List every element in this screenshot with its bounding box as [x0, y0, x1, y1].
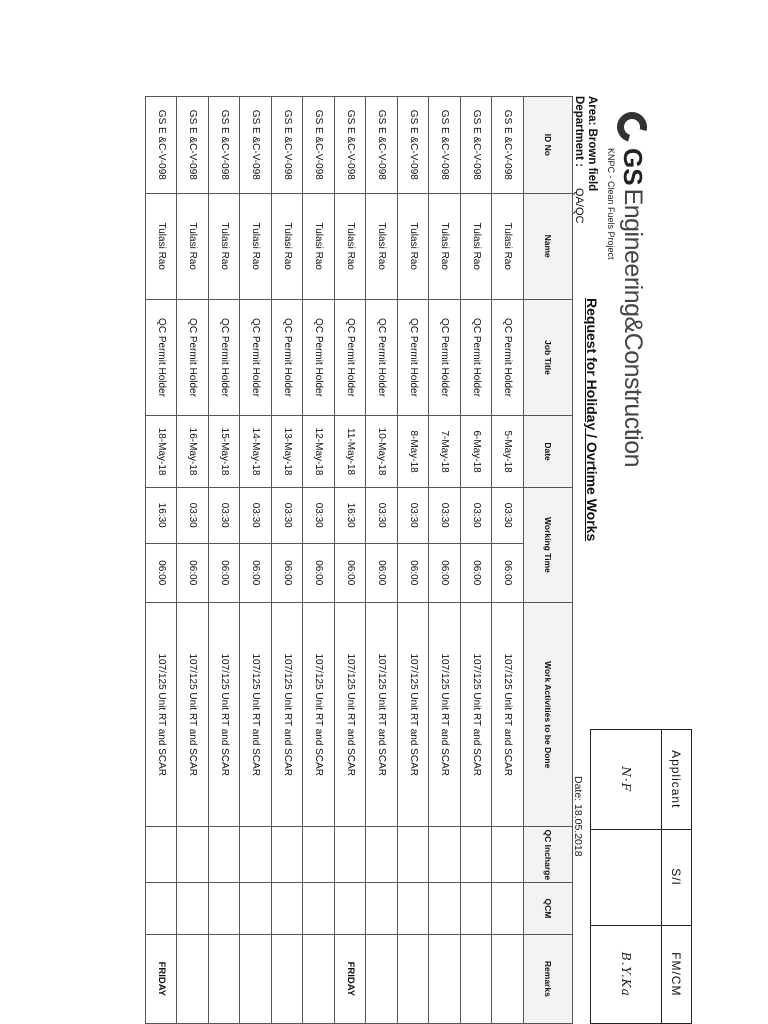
signature-applicant: N·F	[591, 730, 662, 830]
logo-company-text: Engineering&Construction	[619, 188, 647, 468]
cell-time-to: 06:00	[366, 543, 398, 603]
cell-work-activities: 107/125 Unit RT and SCAR	[366, 603, 398, 827]
signature-si	[591, 829, 662, 925]
cell-date: 6-May-18	[461, 416, 493, 488]
table-row	[461, 97, 493, 1024]
overtime-request-table	[145, 96, 573, 1024]
cell-id-no: GS E &C-V-098	[240, 97, 272, 194]
cell-time-to: 06:00	[398, 543, 430, 603]
cell-work-activities: 107/125 Unit RT and SCAR	[303, 603, 335, 827]
cell-remarks	[492, 934, 524, 1023]
cell-remarks: FRIDAY	[335, 934, 367, 1023]
cell-remarks	[398, 934, 430, 1023]
cell-qc-incharge	[240, 827, 272, 883]
cell-qcm	[335, 883, 367, 935]
cell-name: Tulasi Rao	[335, 193, 367, 299]
cell-time-from: 03:30	[398, 487, 430, 543]
cell-time-to: 06:00	[335, 543, 367, 603]
cell-qcm	[272, 883, 304, 935]
cell-job-title: QC Permit Holder	[429, 299, 461, 415]
table-row	[240, 97, 272, 1024]
cell-time-to: 06:00	[240, 543, 272, 603]
cell-remarks	[461, 934, 493, 1023]
cell-name: Tulasi Rao	[146, 193, 178, 299]
cell-qcm	[240, 883, 272, 935]
cell-name: Tulasi Rao	[398, 193, 430, 299]
cell-time-from: 16:30	[146, 487, 178, 543]
cell-id-no: GS E &C-V-098	[177, 97, 209, 194]
cell-qc-incharge	[272, 827, 304, 883]
cell-qc-incharge	[177, 827, 209, 883]
cell-time-to: 06:00	[303, 543, 335, 603]
department-value: QA/QC	[573, 188, 585, 224]
cell-id-no: GS E &C-V-098	[146, 97, 178, 194]
cell-remarks	[429, 934, 461, 1023]
cell-date: 11-May-18	[335, 416, 367, 488]
cell-name: Tulasi Rao	[177, 193, 209, 299]
logo-gs-text: GS	[618, 148, 648, 186]
header-id-no: ID No	[524, 97, 573, 194]
cell-work-activities: 107/125 Unit RT and SCAR	[492, 603, 524, 827]
cell-date: 15-May-18	[209, 416, 241, 488]
cell-qcm	[146, 883, 178, 935]
cell-id-no: GS E &C-V-098	[429, 97, 461, 194]
cell-qcm	[461, 883, 493, 935]
cell-remarks	[240, 934, 272, 1023]
cell-date: 7-May-18	[429, 416, 461, 488]
approval-header-applicant: Applicant	[662, 730, 692, 830]
cell-qc-incharge	[303, 827, 335, 883]
cell-name: Tulasi Rao	[240, 193, 272, 299]
cell-qcm	[398, 883, 430, 935]
cell-name: Tulasi Rao	[303, 193, 335, 299]
table-row	[209, 97, 241, 1024]
cell-id-no: GS E &C-V-098	[272, 97, 304, 194]
cell-remarks	[272, 934, 304, 1023]
cell-id-no: GS E &C-V-098	[398, 97, 430, 194]
cell-id-no: GS E &C-V-098	[335, 97, 367, 194]
cell-time-from: 03:30	[177, 487, 209, 543]
cell-work-activities: 107/125 Unit RT and SCAR	[335, 603, 367, 827]
cell-time-to: 06:00	[492, 543, 524, 603]
cell-remarks	[209, 934, 241, 1023]
header-name: Name	[524, 193, 573, 299]
cell-name: Tulasi Rao	[429, 193, 461, 299]
cell-date: 18-May-18	[146, 416, 178, 488]
cell-date: 8-May-18	[398, 416, 430, 488]
cell-work-activities: 107/125 Unit RT and SCAR	[429, 603, 461, 827]
table-row	[335, 97, 367, 1024]
project-name: KNPC - Clean Fuels Project	[606, 148, 616, 260]
table-row	[492, 97, 524, 1024]
cell-qcm	[209, 883, 241, 935]
cell-job-title: QC Permit Holder	[366, 299, 398, 415]
cell-work-activities: 107/125 Unit RT and SCAR	[177, 603, 209, 827]
cell-id-no: GS E &C-V-098	[209, 97, 241, 194]
header-working-time: Working Time	[524, 487, 573, 602]
cell-name: Tulasi Rao	[209, 193, 241, 299]
department-label: Department :	[573, 96, 585, 167]
cell-time-to: 06:00	[272, 543, 304, 603]
cell-time-from: 16:30	[335, 487, 367, 543]
cell-job-title: QC Permit Holder	[492, 299, 524, 415]
table-row	[398, 97, 430, 1024]
cell-id-no: GS E &C-V-098	[303, 97, 335, 194]
header-qcm: QCM	[524, 883, 573, 935]
cell-qcm	[366, 883, 398, 935]
cell-qc-incharge	[366, 827, 398, 883]
cell-job-title: QC Permit Holder	[398, 299, 430, 415]
request-date: Date: 18.05.2018	[572, 776, 584, 857]
cell-qc-incharge	[398, 827, 430, 883]
cell-date: 5-May-18	[492, 416, 524, 488]
table-row	[272, 97, 304, 1024]
cell-time-to: 06:00	[177, 543, 209, 603]
cell-qc-incharge	[209, 827, 241, 883]
table-row	[429, 97, 461, 1024]
cell-qc-incharge	[429, 827, 461, 883]
cell-name: Tulasi Rao	[366, 193, 398, 299]
approval-header-si: S/I	[662, 829, 692, 925]
gs-logo-icon	[612, 107, 653, 148]
cell-remarks: FRIDAY	[146, 934, 178, 1023]
table-header-row	[524, 97, 573, 1024]
cell-job-title: QC Permit Holder	[209, 299, 241, 415]
cell-work-activities: 107/125 Unit RT and SCAR	[272, 603, 304, 827]
cell-remarks	[366, 934, 398, 1023]
cell-work-activities: 107/125 Unit RT and SCAR	[240, 603, 272, 827]
header-remarks: Remarks	[524, 934, 573, 1023]
header-qc-incharge: QC Incharge	[524, 827, 573, 883]
cell-time-from: 03:30	[303, 487, 335, 543]
cell-work-activities: 107/125 Unit RT and SCAR	[209, 603, 241, 827]
area-label: Area: Brown field	[586, 96, 598, 192]
cell-work-activities: 107/125 Unit RT and SCAR	[146, 603, 178, 827]
cell-time-to: 06:00	[209, 543, 241, 603]
cell-time-from: 03:30	[429, 487, 461, 543]
cell-date: 10-May-18	[366, 416, 398, 488]
cell-job-title: QC Permit Holder	[240, 299, 272, 415]
cell-id-no: GS E &C-V-098	[366, 97, 398, 194]
cell-time-to: 06:00	[461, 543, 493, 603]
cell-qc-incharge	[146, 827, 178, 883]
cell-qc-incharge	[492, 827, 524, 883]
cell-time-from: 03:30	[272, 487, 304, 543]
header-job-title: Job Title	[524, 299, 573, 415]
cell-job-title: QC Permit Holder	[272, 299, 304, 415]
cell-remarks	[177, 934, 209, 1023]
cell-qcm	[177, 883, 209, 935]
cell-job-title: QC Permit Holder	[335, 299, 367, 415]
cell-name: Tulasi Rao	[492, 193, 524, 299]
cell-name: Tulasi Rao	[461, 193, 493, 299]
approval-header-fmcm: FM/CM	[662, 925, 692, 1023]
cell-qc-incharge	[335, 827, 367, 883]
cell-job-title: QC Permit Holder	[177, 299, 209, 415]
cell-work-activities: 107/125 Unit RT and SCAR	[461, 603, 493, 827]
cell-id-no: GS E &C-V-098	[492, 97, 524, 194]
cell-time-to: 06:00	[429, 543, 461, 603]
cell-qcm	[303, 883, 335, 935]
cell-date: 16-May-18	[177, 416, 209, 488]
cell-date: 13-May-18	[272, 416, 304, 488]
cell-time-from: 03:30	[492, 487, 524, 543]
cell-time-from: 03:30	[366, 487, 398, 543]
header-date: Date	[524, 416, 573, 488]
cell-qc-incharge	[461, 827, 493, 883]
table-row	[303, 97, 335, 1024]
cell-qcm	[492, 883, 524, 935]
header-work-activities: Work Activities to be Done	[524, 603, 573, 827]
cell-id-no: GS E &C-V-098	[461, 97, 493, 194]
approval-table	[590, 729, 692, 1024]
company-logo	[617, 112, 648, 467]
cell-remarks	[303, 934, 335, 1023]
cell-name: Tulasi Rao	[272, 193, 304, 299]
cell-date: 14-May-18	[240, 416, 272, 488]
cell-job-title: QC Permit Holder	[146, 299, 178, 415]
table-row	[366, 97, 398, 1024]
cell-time-from: 03:30	[240, 487, 272, 543]
cell-qcm	[429, 883, 461, 935]
cell-time-from: 03:30	[209, 487, 241, 543]
cell-job-title: QC Permit Holder	[303, 299, 335, 415]
signature-fmcm: B.Y.Ka	[591, 925, 662, 1023]
table-row	[146, 97, 178, 1024]
cell-job-title: QC Permit Holder	[461, 299, 493, 415]
document-title: Request for Holiday / Ovrtime Works	[584, 298, 600, 542]
cell-time-to: 06:00	[146, 543, 178, 603]
table-row	[177, 97, 209, 1024]
cell-date: 12-May-18	[303, 416, 335, 488]
cell-work-activities: 107/125 Unit RT and SCAR	[398, 603, 430, 827]
cell-time-from: 03:30	[461, 487, 493, 543]
